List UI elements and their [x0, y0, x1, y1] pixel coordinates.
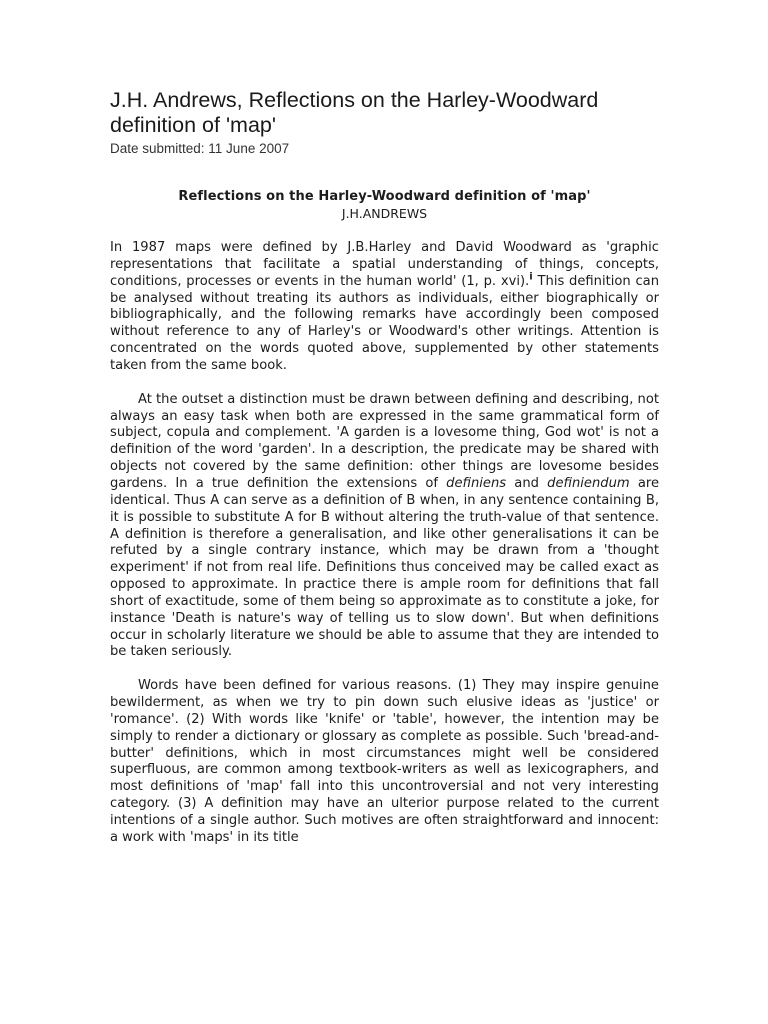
- paragraph-2-text-b: and: [506, 475, 548, 491]
- term-definiendum: definiendum: [547, 475, 630, 491]
- document-heading: Reflections on the Harley-Woodward definition of 'map': [178, 189, 591, 204]
- page-title: J.H. Andrews, Reflections on the Harley-Woodward definition of 'map': [110, 88, 599, 137]
- endnote-reference-link[interactable]: i: [529, 271, 533, 283]
- term-definiens: definiens: [446, 475, 507, 491]
- paragraph-1-text-a: In 1987 maps were defined by J.B.Harley and David Woodward as 'graphic representations that facilitate a spatial understanding of things, concepts, conditions, processes or events in the human world' (1, p. xvi).: [110, 240, 659, 289]
- document-page: [110, 0, 659, 847]
- paragraph-1-text-b: This definition can be analysed without treating its authors as individuals, either biographically or bibliographically, and the following remarks have accordingly been composed without reference to any of Harley's or Woodward's other writings. Attention is concentrated on the words quoted above, supplemented by other statements taken from the same book.: [110, 273, 659, 373]
- paragraph-2-text-a: At the outset a distinction must be drawn between defining and describing, not always an easy task when both are expressed in the same grammatical form of subject, copula and complement. 'A garden is a lovesome thing, God wot' is not a definition of the word 'garden'. In a description, the predicate may be shared with objects not covered by the same definition: other things are lovesome besides gardens. In a true definition the extensions of: [110, 391, 659, 491]
- paragraph-1: [110, 240, 659, 375]
- paragraph-2-text-c: are identical. Thus A can serve as a definition of B when, in any sentence containing B, it is possible to substitute A for B without altering the truth-value of that sentence. A definition is therefore a generalisation, and like other generalisations it can be refuted by a single contrary instance, which may be drawn from a 'thought experiment' if not from real life. Definitions thus conceived may be called exact as opposed to approximate. In practice there is ample room for definitions that fall short of exactitude, some of them being so approximate as to constitute a joke, for instance 'Death is nature's way of telling us to slow down'. But when definitions occur in scholarly literature we should be able to assume that they are intended to be taken seriously.: [110, 475, 659, 660]
- date-submitted: Date submitted: 11 June 2007: [110, 141, 290, 156]
- paragraph-2: [110, 392, 659, 662]
- document-author: J.H.ANDREWS: [341, 206, 428, 221]
- paragraph-3: Words have been defined for various reasons. (1) They may inspire genuine bewilderment, as when we try to pin down such elusive ideas as 'justice' or 'romance'. (2) With words like 'knife' or 'table', however, the intention may be simply to render a dictionary or glossary as complete as possible. Such 'bread-and-butter' definitions, which in most circumstances might well be considered superfluous, are common among textbook-writers as well as lexicographers, and most definitions of 'map' fall into this uncontroversial and not very interesting category. (3) A definition may have an ulterior purpose related to the current intentions of a single author. Such motives are often straightforward and innocent: a work with 'maps' in its title: [110, 678, 659, 845]
